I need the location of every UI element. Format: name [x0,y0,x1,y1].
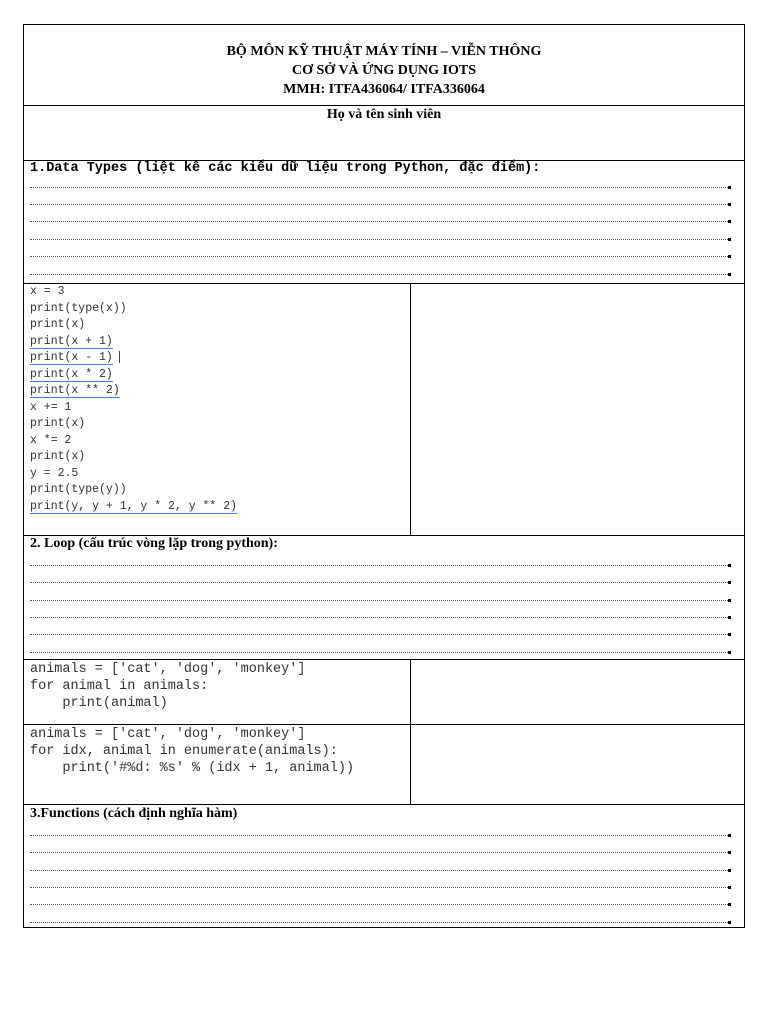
loop-answer-cell-1[interactable] [412,660,744,724]
answer-line[interactable] [30,274,728,275]
loop-code-cell-1 [24,660,411,724]
document-header [24,25,744,106]
loop-code-row-2 [24,725,744,805]
code-line: print(x) [30,450,86,463]
line-end-dot [728,581,731,584]
code-line: print(type(x)) [30,301,127,315]
answer-line[interactable] [30,239,728,240]
answer-line[interactable] [30,870,728,871]
data-types-code-cell [24,284,411,535]
loop-code-1 [30,661,305,712]
line-end-dot [728,633,731,636]
answer-line[interactable] [30,617,728,618]
worksheet [23,24,745,928]
code-line: for idx, animal in enumerate(animals): [30,744,338,759]
code-line: print(animal) [30,696,168,711]
code-line: x += 1 [30,400,72,414]
line-end-dot [728,851,731,854]
line-end-dot [728,834,731,837]
course-title: CƠ SỞ VÀ ỨNG DỤNG IOTS [292,63,476,78]
line-end-dot [728,203,731,206]
loop-code-cell-2 [24,725,411,804]
course-code: MMH: ITFA436064/ ITFA336064 [283,82,485,97]
code-line: y = 2.5 [30,466,79,480]
section-loop [24,536,744,660]
answer-line[interactable] [30,221,728,222]
line-end-dot [728,903,731,906]
student-name-label: Họ và tên sinh viên [326,107,442,122]
code-line: print('#%d: %s' % (idx + 1, animal)) [30,761,355,776]
answer-line[interactable] [30,600,728,601]
code-line: print(x ** 2) [30,384,120,397]
line-end-dot [728,869,731,872]
answer-line[interactable] [30,904,728,905]
loop-code-2 [30,726,354,777]
answer-line[interactable] [30,634,728,635]
code-line: x = 3 [30,285,65,298]
line-end-dot [728,255,731,258]
code-line: x *= 2 [30,433,72,447]
text-cursor [119,351,120,363]
answer-line[interactable] [30,582,728,583]
answer-line[interactable] [30,565,728,566]
code-line: print(x * 2) [30,367,113,381]
answer-line[interactable] [30,187,728,188]
section-data-types [24,161,744,284]
line-end-dot [728,273,731,276]
answer-line[interactable] [30,204,728,205]
line-end-dot [728,599,731,602]
loop-answer-cell-2[interactable] [412,725,744,804]
line-end-dot [728,220,731,223]
code-line: animals = ['cat', 'dog', 'monkey'] [30,727,306,742]
section-functions [24,805,744,927]
answer-line[interactable] [30,652,728,653]
line-end-dot [728,651,731,654]
data-types-answer-cell[interactable] [412,284,744,535]
section-loop-title: 2. Loop (cấu trúc vòng lặp trong python): [30,536,278,551]
code-line: print(y, y + 1, y * 2, y ** 2) [30,499,238,513]
student-name-row [24,106,744,161]
code-line: print(x) [30,417,86,430]
line-end-dot [728,186,731,189]
data-types-code-row [24,284,744,536]
code-line: print(x) [30,318,86,331]
line-end-dot [728,886,731,889]
loop-code-row-1 [24,660,744,725]
code-line: print(x - 1) [30,351,113,364]
line-end-dot [728,238,731,241]
answer-line[interactable] [30,256,728,257]
department-title: BỘ MÔN KỸ THUẬT MÁY TÍNH – VIỄN THÔNG [226,44,542,59]
section-data-types-title: 1.Data Types (liệt kê các kiểu dữ liệu trong Python, đặc điểm): [30,161,541,176]
answer-line[interactable] [30,922,728,923]
data-types-code [30,284,237,515]
answer-line[interactable] [30,887,728,888]
line-end-dot [728,616,731,619]
code-line: for animal in animals: [30,679,209,694]
code-line: print(x + 1) [30,334,113,348]
line-end-dot [728,921,731,924]
answer-line[interactable] [30,852,728,853]
section-functions-title: 3.Functions (cách định nghĩa hàm) [30,806,238,821]
line-end-dot [728,564,731,567]
answer-line[interactable] [30,835,728,836]
code-line: animals = ['cat', 'dog', 'monkey'] [30,662,306,677]
code-line: print(type(y)) [30,483,127,496]
